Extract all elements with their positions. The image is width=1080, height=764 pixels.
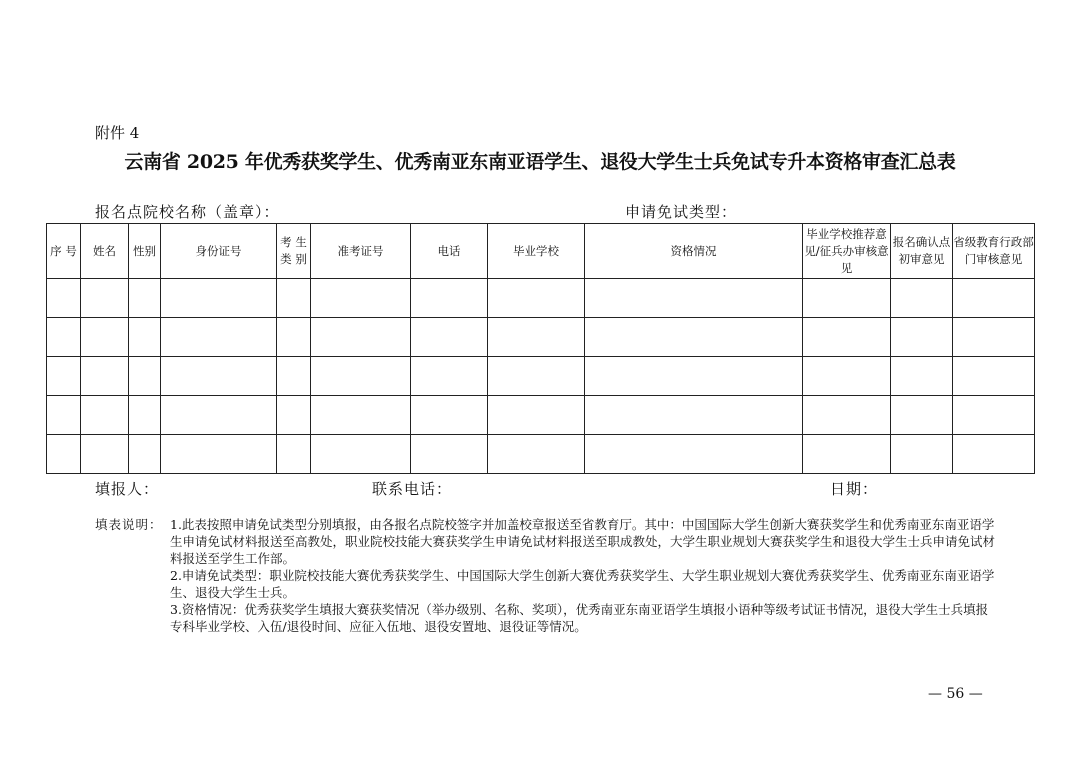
summary-table bbox=[46, 223, 1035, 474]
col-header-initial-review: 报名确认点初审意见 bbox=[891, 224, 953, 279]
fill-instructions bbox=[95, 516, 995, 635]
filler-label: 填报人： bbox=[95, 480, 160, 498]
instruction-item: 3.资格情况：优秀获奖学生填报大赛获奖情况（举办级别、名称、奖项），优秀南亚东南亚语学生填报小语种等级考试证书情况，退役大学生士兵填报专科毕业学校、入伍/退役时间、应征入伍地、退役安置地、退役证等情况。 bbox=[170, 602, 989, 634]
col-header-qualification: 资格情况 bbox=[585, 224, 803, 279]
contact-phone-label: 联系电话： bbox=[372, 480, 453, 498]
col-header-provincial-review: 省级教育行政部门审核意见 bbox=[953, 224, 1035, 279]
instruction-item: 1.此表按照申请免试类型分别填报，由各报名点院校签字并加盖校章报送至省教育厅。其中：中国国际大学生创新大赛获奖学生和优秀南亚东南亚语学生申请免试材料报送至高教处，职业院校技能大赛获奖学生申请免试材料报送至职成教处，大学生职业规划大赛获奖学生和退役大学生士兵申请免试材料报送至学生工作部。 bbox=[170, 517, 996, 566]
col-header-name: 姓名 bbox=[81, 224, 129, 279]
instruction-item: 2.申请免试类型：职业院校技能大赛优秀获奖学生、中国国际大学生创新大赛优秀获奖学生、大学生职业规划大赛优秀获奖学生、优秀南亚东南亚语学生、退役大学生士兵。 bbox=[170, 568, 995, 600]
col-header-phone: 电话 bbox=[411, 224, 488, 279]
instructions-label: 填表说明： bbox=[95, 517, 163, 532]
table-row bbox=[47, 396, 1035, 435]
table-row bbox=[47, 279, 1035, 318]
table-row bbox=[47, 357, 1035, 396]
school-name-label: 报名点院校名称（盖章）： bbox=[95, 203, 280, 221]
attachment-label: 附件 4 bbox=[95, 124, 140, 142]
table-row bbox=[47, 318, 1035, 357]
col-header-graduate-school: 毕业学校 bbox=[488, 224, 585, 279]
col-header-id-number: 身份证号 bbox=[161, 224, 277, 279]
col-header-seq: 序 号 bbox=[47, 224, 81, 279]
col-header-admission-number: 准考证号 bbox=[311, 224, 411, 279]
table-header-row bbox=[47, 224, 1035, 279]
page-number: — 56 — bbox=[928, 686, 983, 702]
page-title: 云南省 2025 年优秀获奖学生、优秀南亚东南亚语学生、退役大学生士兵免试专升本资格审查汇总表 bbox=[124, 151, 956, 173]
col-header-candidate-type: 考 生 类 别 bbox=[277, 224, 311, 279]
date-label: 日期： bbox=[830, 480, 879, 498]
col-header-school-recommendation: 毕业学校推荐意见/征兵办审核意见 bbox=[803, 224, 891, 279]
exemption-type-label: 申请免试类型： bbox=[625, 203, 738, 221]
table-row bbox=[47, 435, 1035, 474]
col-header-gender: 性别 bbox=[129, 224, 161, 279]
